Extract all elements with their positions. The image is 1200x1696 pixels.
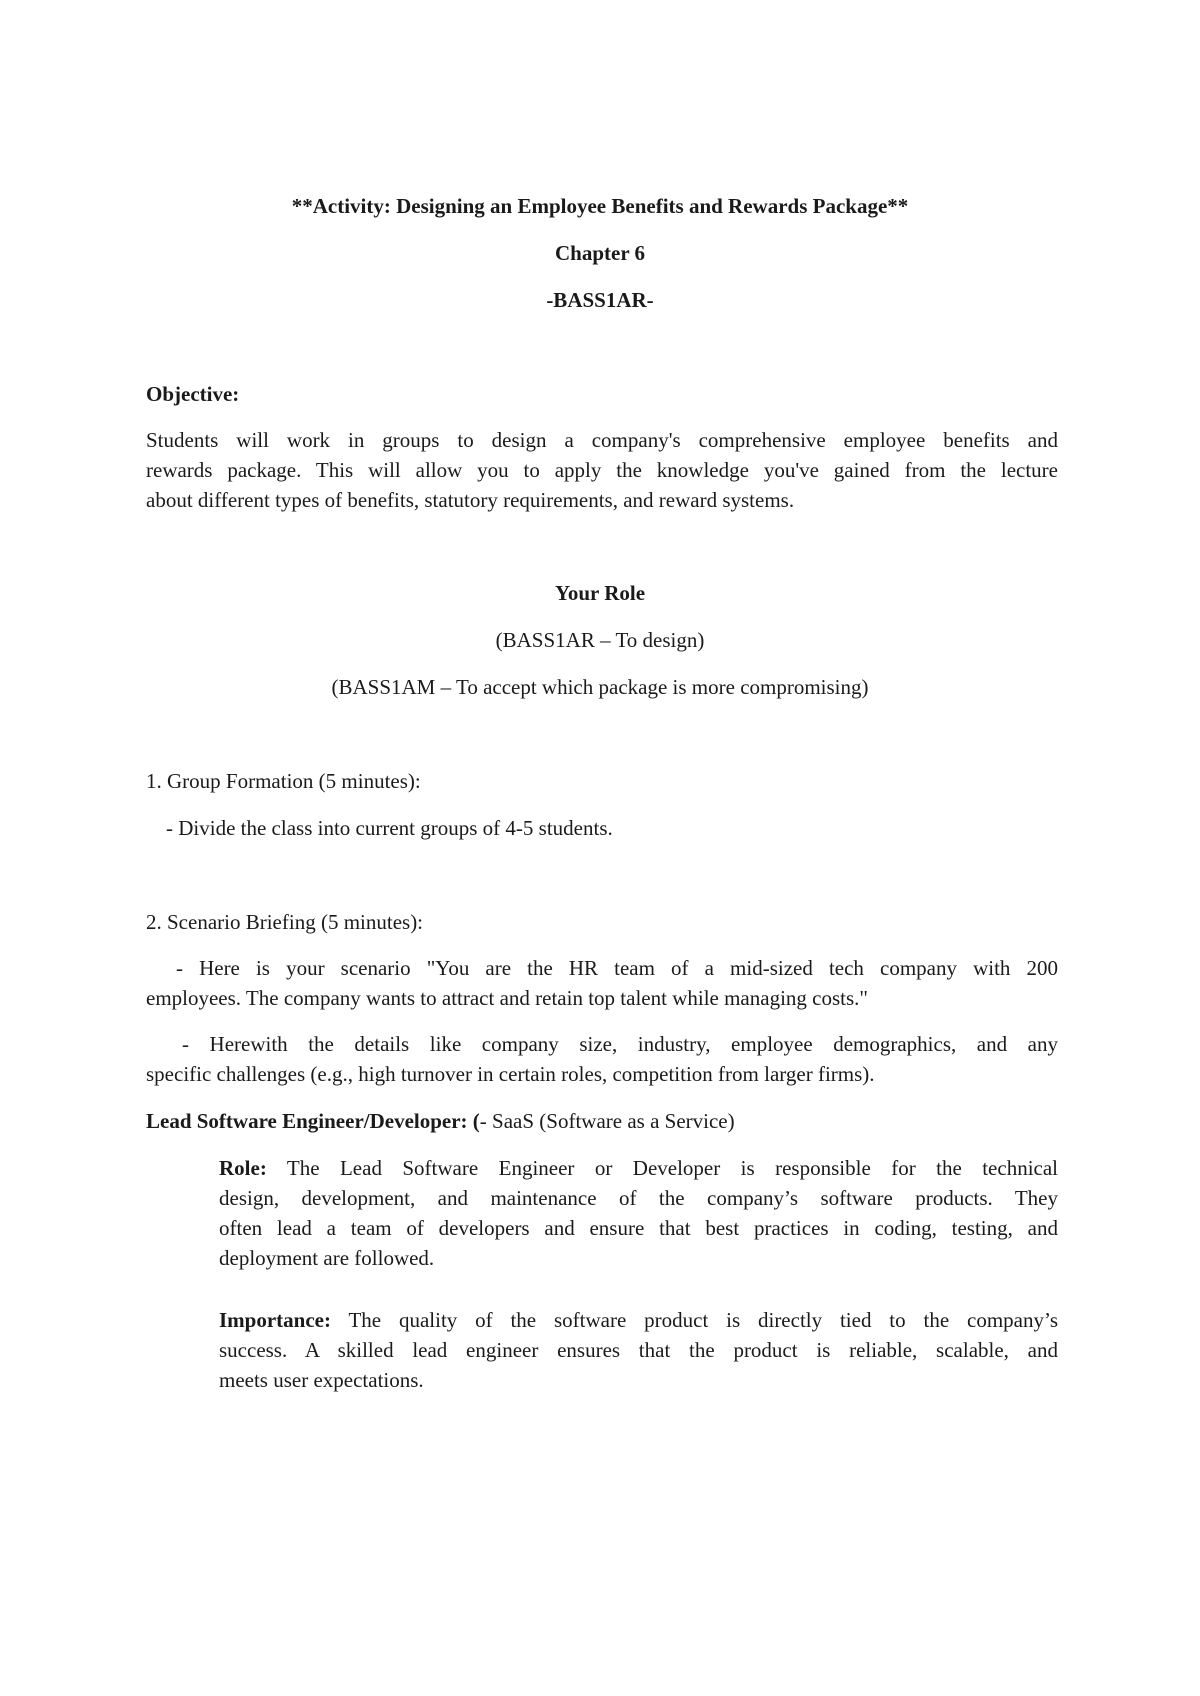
importance-text: The quality of the software product is directly tied to the company’s (330, 1308, 1058, 1332)
importance-line: success. A skilled lead engineer ensures that the product is reliable, scalable, and (219, 1338, 1058, 1362)
role-heading: Your Role (554, 581, 646, 605)
role-description-line: design, development, and maintenance of the company’s software products. They (219, 1186, 1058, 1210)
scenario-line: - Here is your scenario "You are the HR team of a mid-sized tech company with 200 (176, 956, 1058, 980)
scenario-line: employees. The company wants to attract and retain top talent while managing costs." (146, 986, 868, 1010)
importance-line: meets user expectations. (219, 1368, 424, 1392)
objective-line: rewards package. This will allow you to apply the knowledge you've gained from the lecture (146, 458, 1058, 482)
chapter-label: Chapter 6 (554, 241, 646, 265)
details-line: specific challenges (e.g., high turnover in certain roles, competition from larger firms). (146, 1062, 875, 1086)
step-1-title: 1. Group Formation (5 minutes): (146, 769, 421, 793)
position-title (146, 1106, 735, 1136)
role-description-line: often lead a team of developers and ensure that best practices in coding, testing, and (219, 1216, 1058, 1240)
objective-line: about different types of benefits, statutory requirements, and reward systems. (146, 488, 795, 512)
position-title-rest: - SaaS (Software as a Service) (479, 1109, 735, 1133)
role-description-line (219, 1153, 1058, 1183)
details-line: - Herewith the details like company size, industry, employee demographics, and any (182, 1032, 1058, 1056)
role-text: The Lead Software Engineer or Developer is responsible for the technical (266, 1156, 1058, 1180)
step-1-detail: - Divide the class into current groups of 4-5 students. (166, 816, 613, 840)
role-description (219, 1153, 1058, 1273)
importance-line (219, 1305, 1058, 1335)
role-description-line: deployment are followed. (219, 1246, 435, 1270)
step-2-details-paragraph (146, 1029, 1058, 1089)
objective-heading: Objective: (146, 382, 240, 406)
objective-paragraph (146, 425, 1058, 515)
objective-line: Students will work in groups to design a company's comprehensive employee benefits and (146, 428, 1058, 452)
importance-description (219, 1305, 1058, 1395)
importance-label: Importance: (219, 1308, 331, 1332)
position-title-bold: Lead Software Engineer/Developer: ( (146, 1109, 480, 1133)
document-title: **Activity: Designing an Employee Benefits and Rewards Package** (291, 194, 909, 218)
course-code: -BASS1AR- (546, 288, 654, 312)
step-2-scenario-paragraph (146, 953, 1058, 1013)
role-design-line: (BASS1AR – To design) (495, 628, 705, 652)
role-label: Role: (219, 1156, 267, 1180)
step-2-title: 2. Scenario Briefing (5 minutes): (146, 910, 424, 934)
role-accept-line: (BASS1AM – To accept which package is more compromising) (331, 675, 869, 699)
